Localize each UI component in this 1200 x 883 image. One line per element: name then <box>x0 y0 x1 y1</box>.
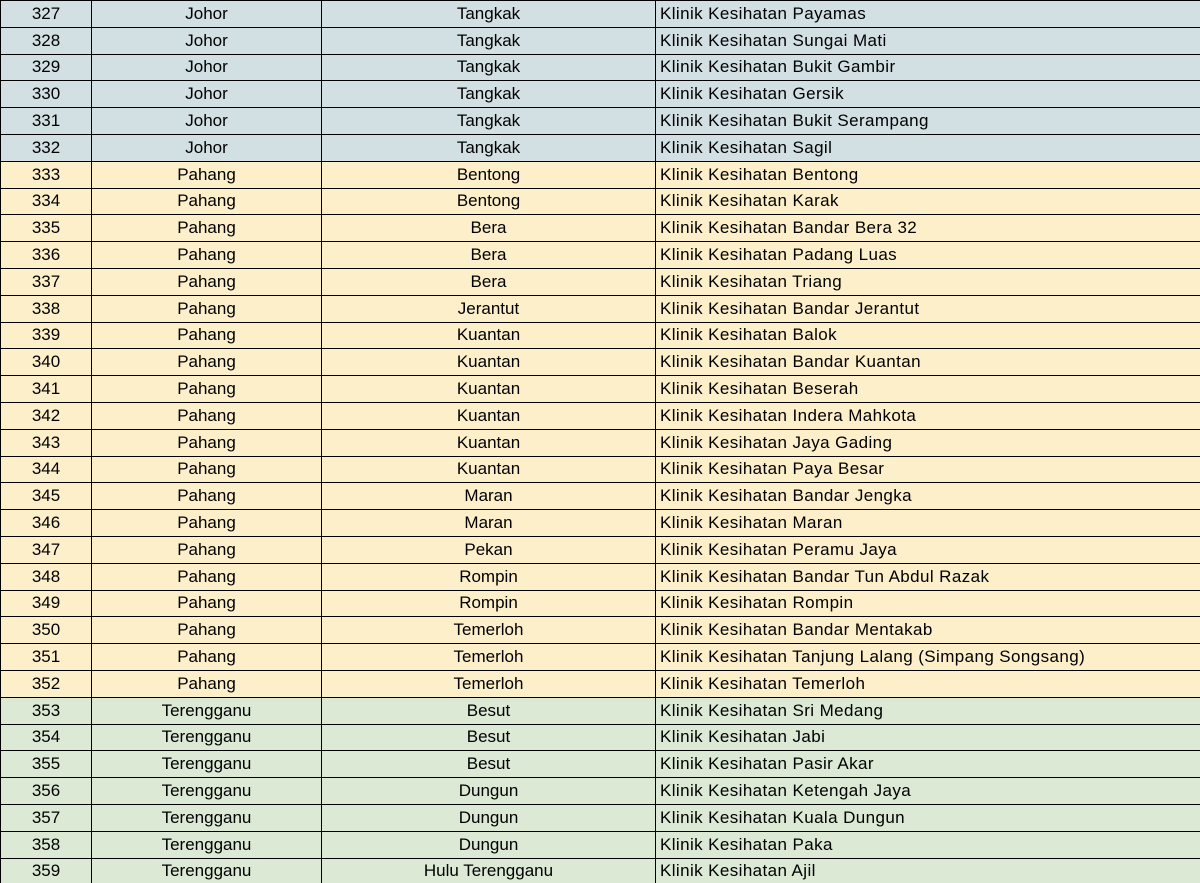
district-cell: Kuantan <box>322 456 656 483</box>
table-row <box>1 54 1200 81</box>
row-number-cell: 355 <box>1 751 92 778</box>
district-cell: Tangkak <box>322 134 656 161</box>
clinic-name-cell: Klinik Kesihatan Bukit Serampang <box>656 108 1200 135</box>
row-number-cell: 351 <box>1 644 92 671</box>
district-cell: Rompin <box>322 590 656 617</box>
state-cell: Pahang <box>92 188 322 215</box>
clinic-name-cell: Klinik Kesihatan Payamas <box>656 1 1200 28</box>
state-cell: Terengganu <box>92 831 322 858</box>
state-cell: Terengganu <box>92 751 322 778</box>
state-cell: Terengganu <box>92 778 322 805</box>
table-row <box>1 242 1200 269</box>
table-row <box>1 161 1200 188</box>
state-cell: Pahang <box>92 322 322 349</box>
clinic-name-cell: Klinik Kesihatan Bandar Mentakab <box>656 617 1200 644</box>
row-number-cell: 350 <box>1 617 92 644</box>
district-cell: Tangkak <box>322 1 656 28</box>
clinic-name-cell: Klinik Kesihatan Karak <box>656 188 1200 215</box>
row-number-cell: 336 <box>1 242 92 269</box>
clinic-name-cell: Klinik Kesihatan Bandar Kuantan <box>656 349 1200 376</box>
row-number-cell: 342 <box>1 402 92 429</box>
state-cell: Johor <box>92 134 322 161</box>
clinic-name-cell: Klinik Kesihatan Temerloh <box>656 670 1200 697</box>
district-cell: Jerantut <box>322 295 656 322</box>
row-number-cell: 335 <box>1 215 92 242</box>
district-cell: Tangkak <box>322 108 656 135</box>
table-row <box>1 510 1200 537</box>
row-number-cell: 358 <box>1 831 92 858</box>
state-cell: Pahang <box>92 617 322 644</box>
clinic-name-cell: Klinik Kesihatan Tanjung Lalang (Simpang Songsang) <box>656 644 1200 671</box>
row-number-cell: 327 <box>1 1 92 28</box>
district-cell: Dungun <box>322 778 656 805</box>
table-row <box>1 81 1200 108</box>
district-cell: Maran <box>322 483 656 510</box>
clinic-name-cell: Klinik Kesihatan Sri Medang <box>656 697 1200 724</box>
table-row <box>1 670 1200 697</box>
row-number-cell: 341 <box>1 376 92 403</box>
clinic-name-cell: Klinik Kesihatan Sungai Mati <box>656 27 1200 54</box>
clinic-name-cell: Klinik Kesihatan Bandar Jengka <box>656 483 1200 510</box>
clinic-name-cell: Klinik Kesihatan Ajil <box>656 858 1200 883</box>
row-number-cell: 328 <box>1 27 92 54</box>
row-number-cell: 347 <box>1 536 92 563</box>
row-number-cell: 354 <box>1 724 92 751</box>
row-number-cell: 340 <box>1 349 92 376</box>
clinic-name-cell: Klinik Kesihatan Maran <box>656 510 1200 537</box>
clinic-name-cell: Klinik Kesihatan Sagil <box>656 134 1200 161</box>
clinic-name-cell: Klinik Kesihatan Bandar Bera 32 <box>656 215 1200 242</box>
table-row <box>1 349 1200 376</box>
table-row <box>1 134 1200 161</box>
clinic-name-cell: Klinik Kesihatan Balok <box>656 322 1200 349</box>
state-cell: Pahang <box>92 483 322 510</box>
table-row <box>1 858 1200 883</box>
district-cell: Tangkak <box>322 54 656 81</box>
table-row <box>1 644 1200 671</box>
state-cell: Pahang <box>92 670 322 697</box>
state-cell: Pahang <box>92 402 322 429</box>
row-number-cell: 357 <box>1 804 92 831</box>
clinic-name-cell: Klinik Kesihatan Jabi <box>656 724 1200 751</box>
district-cell: Hulu Terengganu <box>322 858 656 883</box>
table-row <box>1 429 1200 456</box>
state-cell: Pahang <box>92 644 322 671</box>
clinic-name-cell: Klinik Kesihatan Bandar Jerantut <box>656 295 1200 322</box>
table-row <box>1 724 1200 751</box>
state-cell: Johor <box>92 54 322 81</box>
table-row <box>1 563 1200 590</box>
row-number-cell: 343 <box>1 429 92 456</box>
row-number-cell: 337 <box>1 268 92 295</box>
clinic-name-cell: Klinik Kesihatan Kuala Dungun <box>656 804 1200 831</box>
state-cell: Pahang <box>92 510 322 537</box>
table-row <box>1 831 1200 858</box>
clinic-name-cell: Klinik Kesihatan Peramu Jaya <box>656 536 1200 563</box>
clinic-name-cell: Klinik Kesihatan Indera Mahkota <box>656 402 1200 429</box>
table-row <box>1 215 1200 242</box>
state-cell: Pahang <box>92 242 322 269</box>
state-cell: Johor <box>92 1 322 28</box>
district-cell: Kuantan <box>322 376 656 403</box>
district-cell: Dungun <box>322 831 656 858</box>
state-cell: Terengganu <box>92 804 322 831</box>
district-cell: Bera <box>322 268 656 295</box>
state-cell: Pahang <box>92 429 322 456</box>
table-row <box>1 617 1200 644</box>
table-row <box>1 697 1200 724</box>
state-cell: Pahang <box>92 215 322 242</box>
state-cell: Pahang <box>92 376 322 403</box>
table-row <box>1 804 1200 831</box>
district-cell: Besut <box>322 724 656 751</box>
clinic-name-cell: Klinik Kesihatan Ketengah Jaya <box>656 778 1200 805</box>
district-cell: Bera <box>322 242 656 269</box>
state-cell: Terengganu <box>92 858 322 883</box>
state-cell: Pahang <box>92 268 322 295</box>
clinic-name-cell: Klinik Kesihatan Jaya Gading <box>656 429 1200 456</box>
district-cell: Kuantan <box>322 429 656 456</box>
state-cell: Johor <box>92 27 322 54</box>
district-cell: Besut <box>322 751 656 778</box>
clinic-name-cell: Klinik Kesihatan Paya Besar <box>656 456 1200 483</box>
row-number-cell: 338 <box>1 295 92 322</box>
table-row <box>1 456 1200 483</box>
row-number-cell: 334 <box>1 188 92 215</box>
table-row <box>1 27 1200 54</box>
state-cell: Pahang <box>92 295 322 322</box>
district-cell: Bentong <box>322 161 656 188</box>
row-number-cell: 345 <box>1 483 92 510</box>
table-row <box>1 188 1200 215</box>
clinic-name-cell: Klinik Kesihatan Paka <box>656 831 1200 858</box>
state-cell: Terengganu <box>92 697 322 724</box>
row-number-cell: 346 <box>1 510 92 537</box>
row-number-cell: 331 <box>1 108 92 135</box>
district-cell: Tangkak <box>322 81 656 108</box>
row-number-cell: 333 <box>1 161 92 188</box>
table-row <box>1 1 1200 28</box>
clinic-name-cell: Klinik Kesihatan Pasir Akar <box>656 751 1200 778</box>
state-cell: Pahang <box>92 536 322 563</box>
district-cell: Bentong <box>322 188 656 215</box>
district-cell: Temerloh <box>322 644 656 671</box>
row-number-cell: 344 <box>1 456 92 483</box>
state-cell: Johor <box>92 108 322 135</box>
state-cell: Pahang <box>92 456 322 483</box>
clinic-table-body <box>1 1 1200 883</box>
row-number-cell: 353 <box>1 697 92 724</box>
table-row <box>1 751 1200 778</box>
row-number-cell: 332 <box>1 134 92 161</box>
clinic-name-cell: Klinik Kesihatan Padang Luas <box>656 242 1200 269</box>
district-cell: Bera <box>322 215 656 242</box>
clinic-name-cell: Klinik Kesihatan Gersik <box>656 81 1200 108</box>
clinic-name-cell: Klinik Kesihatan Bukit Gambir <box>656 54 1200 81</box>
row-number-cell: 330 <box>1 81 92 108</box>
row-number-cell: 329 <box>1 54 92 81</box>
table-row <box>1 108 1200 135</box>
district-cell: Maran <box>322 510 656 537</box>
row-number-cell: 348 <box>1 563 92 590</box>
state-cell: Terengganu <box>92 724 322 751</box>
table-row <box>1 322 1200 349</box>
clinic-name-cell: Klinik Kesihatan Bentong <box>656 161 1200 188</box>
table-row <box>1 778 1200 805</box>
clinic-name-cell: Klinik Kesihatan Bandar Tun Abdul Razak <box>656 563 1200 590</box>
row-number-cell: 352 <box>1 670 92 697</box>
table-row <box>1 376 1200 403</box>
row-number-cell: 339 <box>1 322 92 349</box>
table-row <box>1 402 1200 429</box>
clinic-name-cell: Klinik Kesihatan Beserah <box>656 376 1200 403</box>
clinic-name-cell: Klinik Kesihatan Triang <box>656 268 1200 295</box>
row-number-cell: 349 <box>1 590 92 617</box>
district-cell: Dungun <box>322 804 656 831</box>
row-number-cell: 356 <box>1 778 92 805</box>
district-cell: Temerloh <box>322 670 656 697</box>
district-cell: Besut <box>322 697 656 724</box>
state-cell: Pahang <box>92 590 322 617</box>
state-cell: Pahang <box>92 161 322 188</box>
district-cell: Rompin <box>322 563 656 590</box>
state-cell: Pahang <box>92 563 322 590</box>
district-cell: Pekan <box>322 536 656 563</box>
table-row <box>1 536 1200 563</box>
clinic-name-cell: Klinik Kesihatan Rompin <box>656 590 1200 617</box>
state-cell: Johor <box>92 81 322 108</box>
table-row <box>1 590 1200 617</box>
state-cell: Pahang <box>92 349 322 376</box>
table-row <box>1 295 1200 322</box>
district-cell: Kuantan <box>322 402 656 429</box>
district-cell: Kuantan <box>322 349 656 376</box>
district-cell: Kuantan <box>322 322 656 349</box>
table-row <box>1 483 1200 510</box>
table-row <box>1 268 1200 295</box>
row-number-cell: 359 <box>1 858 92 883</box>
district-cell: Tangkak <box>322 27 656 54</box>
district-cell: Temerloh <box>322 617 656 644</box>
